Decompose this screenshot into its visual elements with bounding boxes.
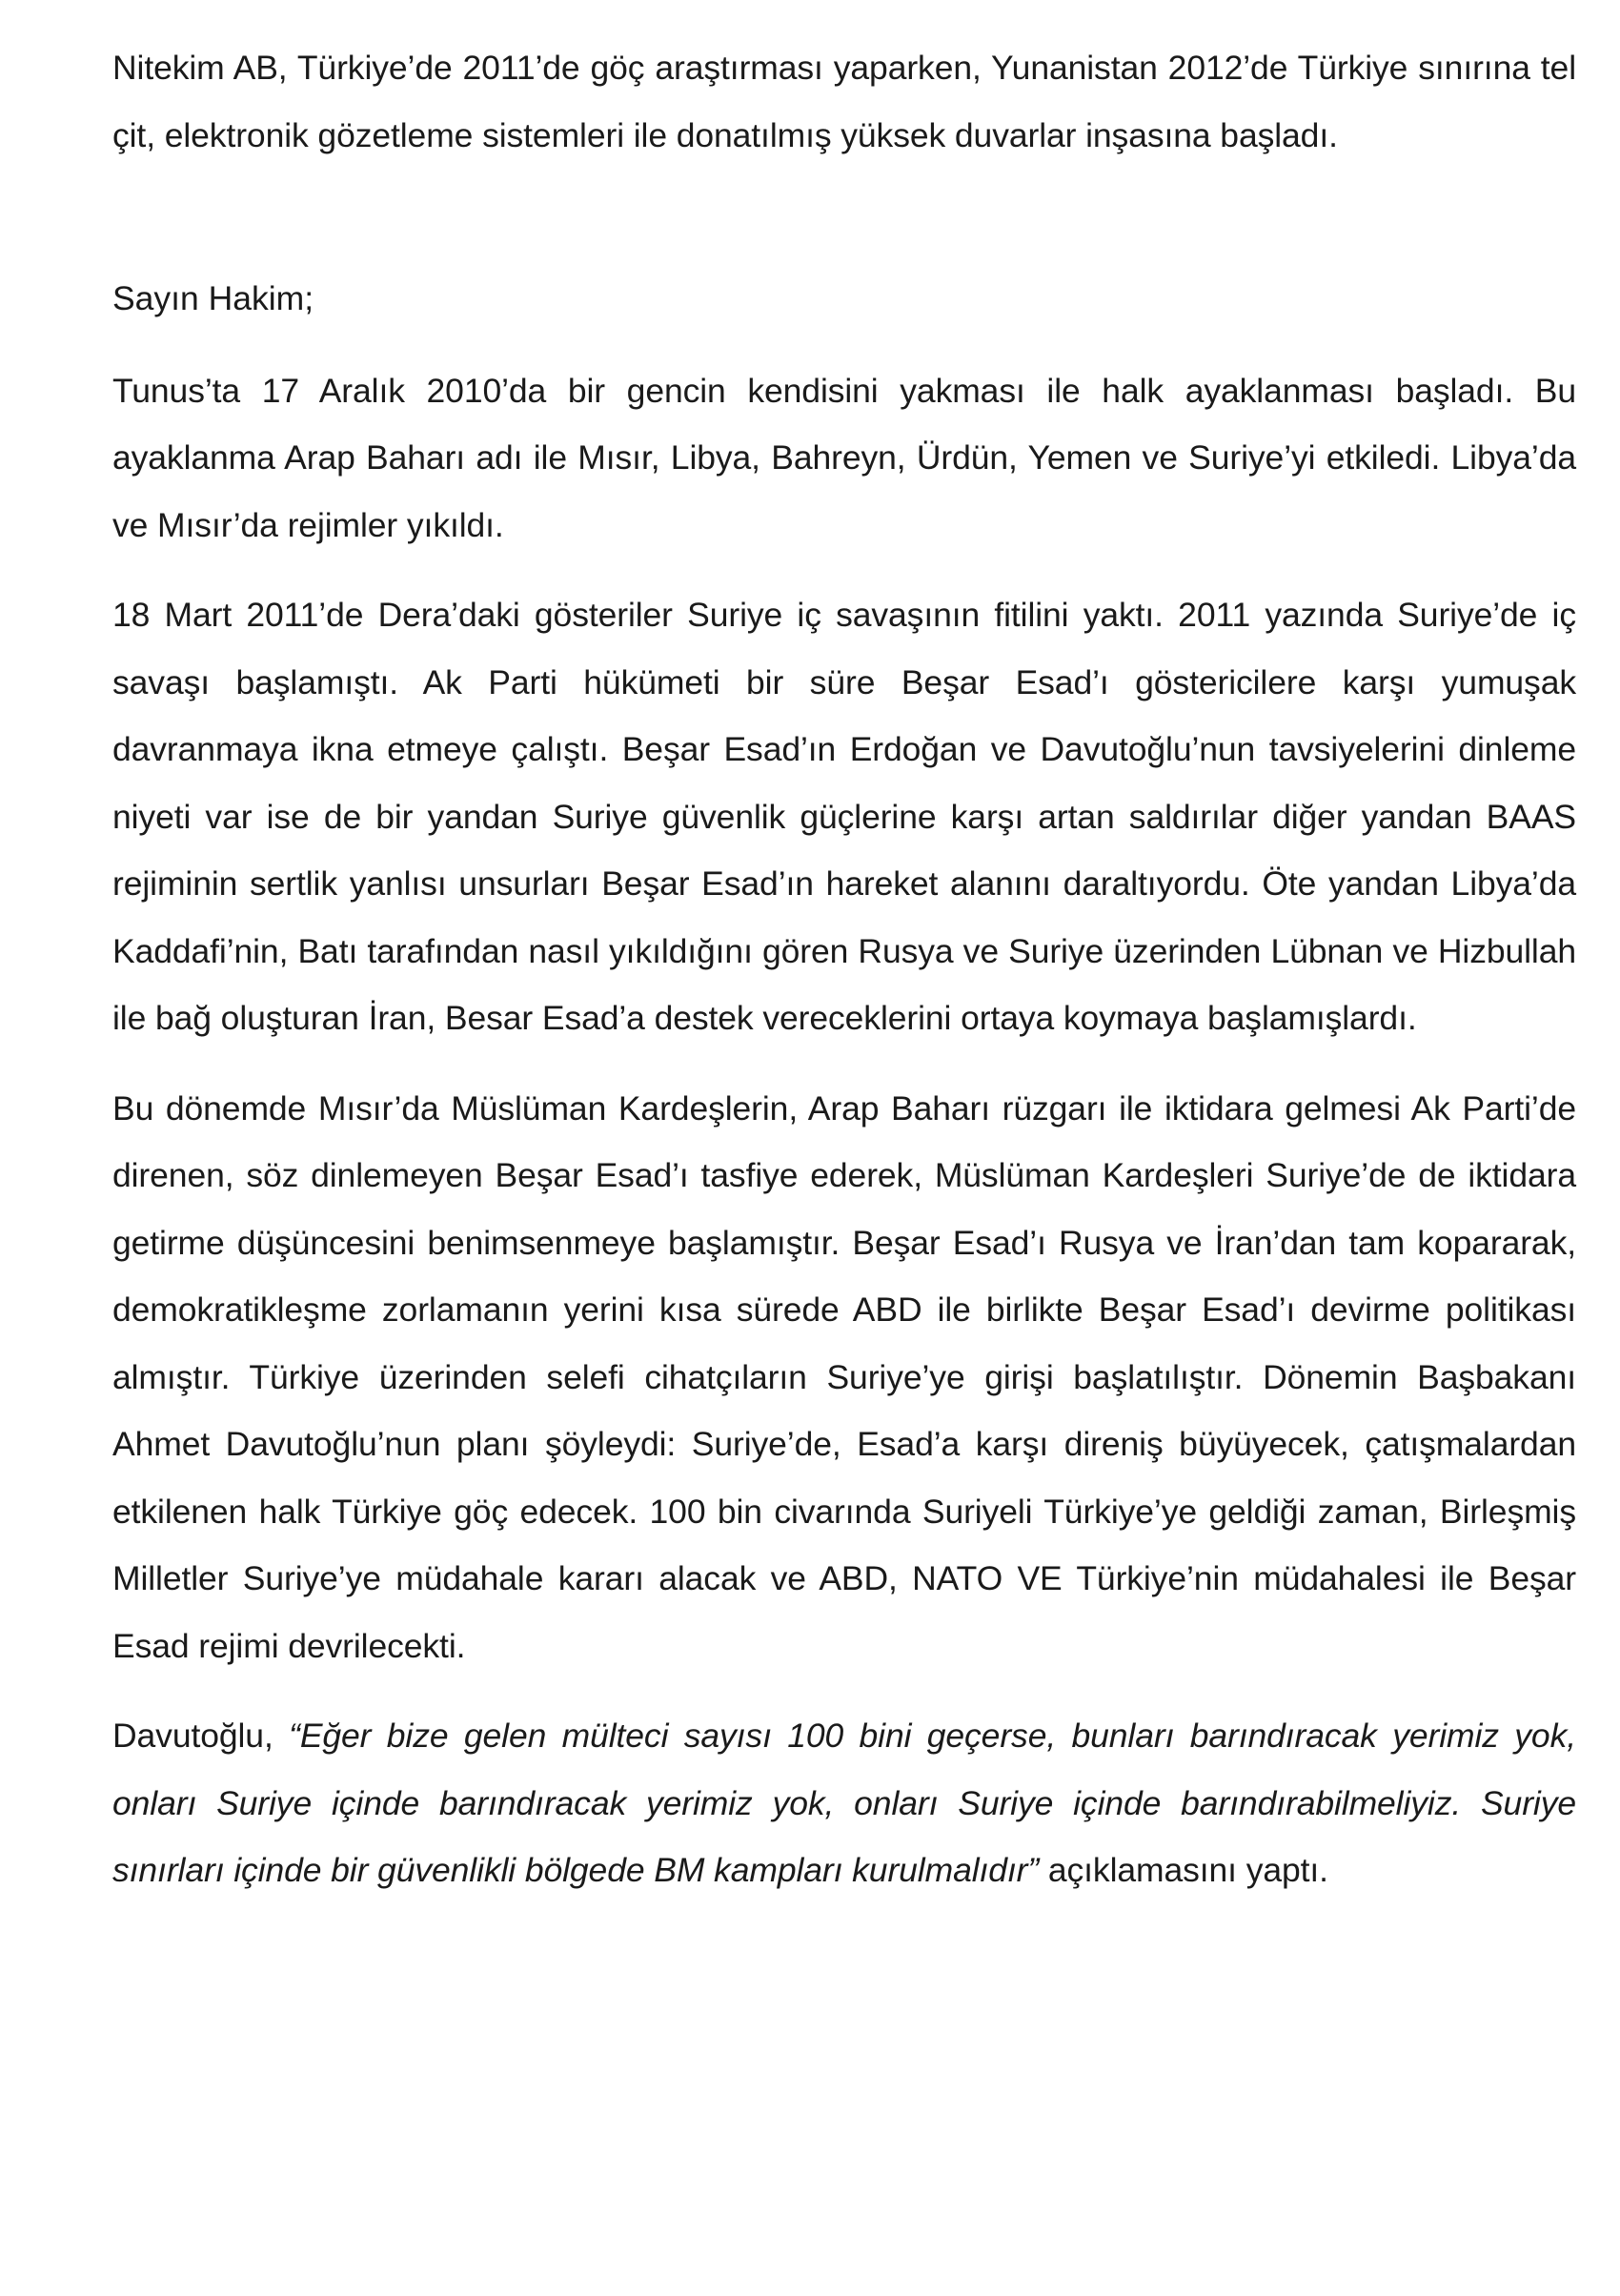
paragraph-syria-civil-war: 18 Mart 2011’de Dera’daki gösteriler Suriye iç savaşının fitilini yaktı. 2011 yazında Suriye’de iç savaşı başlamıştı. Ak Parti hükümeti bir süre Beşar Esad’ı göstericilere karşı yumuşak davranmaya ikna etmeye çalıştı. Beşar Esad’ın Erdoğan ve Davutoğlu’nun tavsiyelerini dinleme niyeti var ise de bir yandan Suriye güvenlik güçlerine karşı artan saldırılar diğer yandan BAAS rejiminin sertlik yanlısı unsurları Beşar Esad’ın hareket alanını daraltıyordu. Öte yandan Libya’da Kaddafi’nin, Batı tarafından nasıl yıkıldığını gören Rusya ve Suriye üzerinden Lübnan ve Hizbullah ile bağ oluşturan İran, Besar Esad’a destek vereceklerini ortaya koymaya başlamışlardı. xyxy=(112,596,1576,1037)
paragraph-arab-spring: Tunus’ta 17 Aralık 2010’da bir gencin kendisini yakması ile halk ayaklanması başladı. Bu ayaklanma Arap Baharı adı ile Mısır, Libya, Bahreyn, Ürdün, Yemen ve Suriye’yi etkiledi. Libya’da ve Mısır’da rejimler yıkıldı. xyxy=(112,371,1576,544)
greeting: Sayın Hakim; xyxy=(112,279,314,317)
document-page xyxy=(112,34,1576,1927)
paragraph-eu-migration: Nitekim AB, Türkiye’de 2011’de göç araştırması yaparken, Yunanistan 2012’de Türkiye sınırına tel çit, elektronik gözetleme sistemleri ile donatılmış yüksek duvarlar inşasına başladı. xyxy=(112,49,1576,154)
quote-suffix: açıklamasını yaptı. xyxy=(1039,1851,1328,1889)
section-spacer xyxy=(112,169,1576,265)
quote-prefix: Davutoğlu, xyxy=(112,1717,290,1755)
paragraph-davutoglu-quote xyxy=(112,1702,1576,1904)
paragraph-muslim-brotherhood: Bu dönemde Mısır’da Müslüman Kardeşlerin, Arap Baharı rüzgarı ile iktidara gelmesi Ak Parti’de direnen, söz dinlemeyen Beşar Esad’ı tasfiye ederek, Müslüman Kardeşleri Suriye’de de iktidara getirme düşüncesini benimsenmeye başlamıştır. Beşar Esad’ı Rusya ve İran’dan tam kopararak, demokratikleşme zorlamanın yerini kısa sürede ABD ile birlikte Beşar Esad’ı devirme politikası almıştır. Türkiye üzerinden selefi cihatçıların Suriye’ye girişi başlatılıştır. Dönemin Başbakanı Ahmet Davutoğlu’nun planı şöyleydi: Suriye’de, Esad’a karşı direniş büyüyecek, çatışmalardan etkilenen halk Türkiye göç edecek. 100 bin civarında Suriyeli Türkiye’ye geldiği zaman, Birleşmiş Milletler Suriye’ye müdahale kararı alacak ve ABD, NATO VE Türkiye’nin müdahalesi ile Beşar Esad rejimi devrilecekti. xyxy=(112,1088,1576,1665)
quote-text: “Eğer bize gelen mülteci sayısı 100 bini geçerse, bunları barındıracak yerimiz yok, onları Suriye içinde barındıracak yerimiz yok, onları Suriye içinde barındırabilmeliyiz. Suriye sınırları içinde bir güvenlikli bölgede BM kampları kurulmalıdır” xyxy=(112,1717,1576,1889)
